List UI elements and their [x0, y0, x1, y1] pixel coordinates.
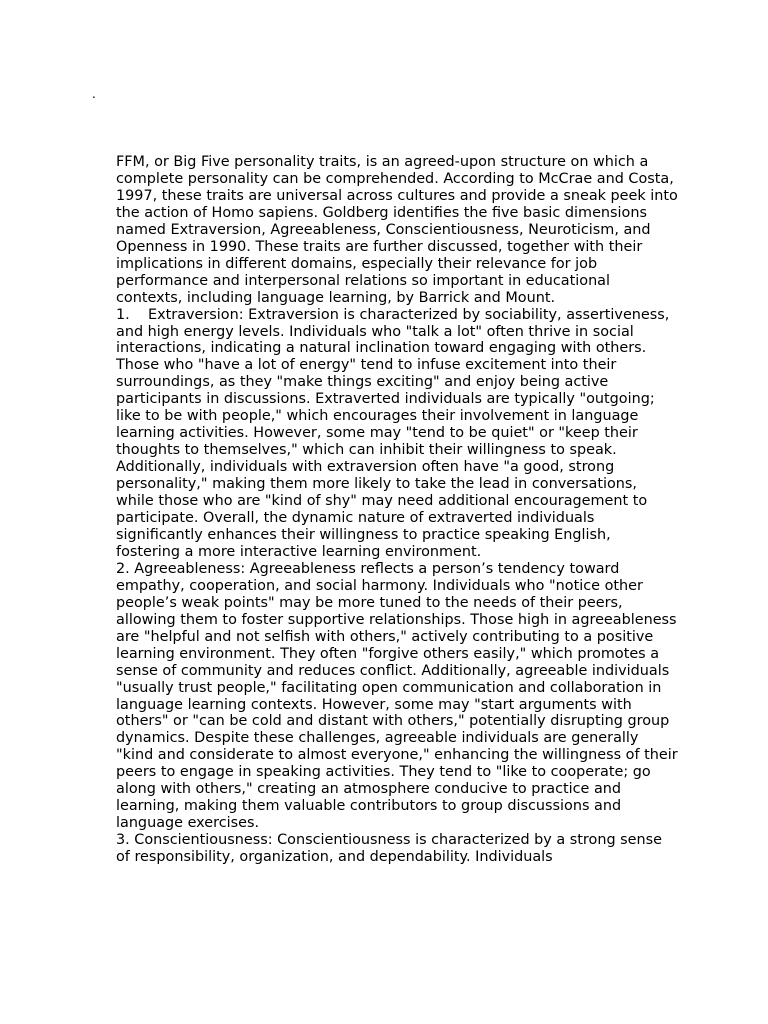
- conscientiousness-paragraph: 3. Conscientiousness: Conscientiousness is characterized by a strong sense of responsibility, organization, and dependability. Individuals: [116, 832, 667, 866]
- extraversion-paragraph: 1. Extraversion: Extraversion is characterized by sociability, assertiveness, and high energy levels. Individuals who "talk a lot" often thrive in social interactions, indicating a natural inclination toward engaging with others. Those who "have a lot of energy" tend to infuse excitement into their surroundings, as they "make things exciting" and enjoy being active participants in discussions. Extraverted individuals are typically "outgoing; like to be with people," which encourages their involvement in language learning activities. However, some may "tend to be quiet" or "keep their thoughts to themselves," which can inhibit their willingness to speak. Additionally, individuals with extraversion often have "a good, strong personality," making them more likely to take the lead in conversations, while those who are "kind of shy" may need additional encouragement to participate. Overall, the dynamic nature of extraverted individuals significantly enhances their willingness to practice speaking English, fostering a more interactive learning environment.: [116, 306, 674, 560]
- agreeableness-paragraph: 2. Agreeableness: Agreeableness reflects a person’s tendency toward empathy, cooperation, and social harmony. Individuals who "notice other people’s weak points" may be more tuned to the needs of their peers, allowing them to foster supportive relationships. Those high in agreeableness are "helpful and not selfish with others," actively contributing to a positive learning environment. They often "forgive others easily," which promotes a sense of community and reduces conflict. Additionally, agreeable individuals "usually trust people," facilitating open communication and collaboration in language learning contexts. However, some may "start arguments with others" or "can be cold and distant with others," potentially disrupting group dynamics. Despite these challenges, agreeable individuals are generally "kind and considerate to almost everyone," enhancing the willingness of their peers to engage in speaking activities. They tend to "like to cooperate; go along with others," creating an atmosphere conducive to practice and learning, making them valuable contributors to group discussions and language exercises.: [116, 560, 683, 832]
- document-body: [116, 154, 683, 866]
- header-dot: .: [92, 87, 96, 101]
- intro-paragraph: FFM, or Big Five personality traits, is an agreed-upon structure on which a complete personality can be comprehended. According to McCrae and Costa, 1997, these traits are universal across cultures and provide a sneak peek into the action of Homo sapiens. Goldberg identifies the five basic dimensions named Extraversion, Agreeableness, Conscientiousness, Neuroticism, and Openness in 1990. These traits are further discussed, together with their implications in different domains, especially their relevance for job performance and interpersonal relations so important in educational contexts, including language learning, by Barrick and Mount.: [116, 154, 683, 306]
